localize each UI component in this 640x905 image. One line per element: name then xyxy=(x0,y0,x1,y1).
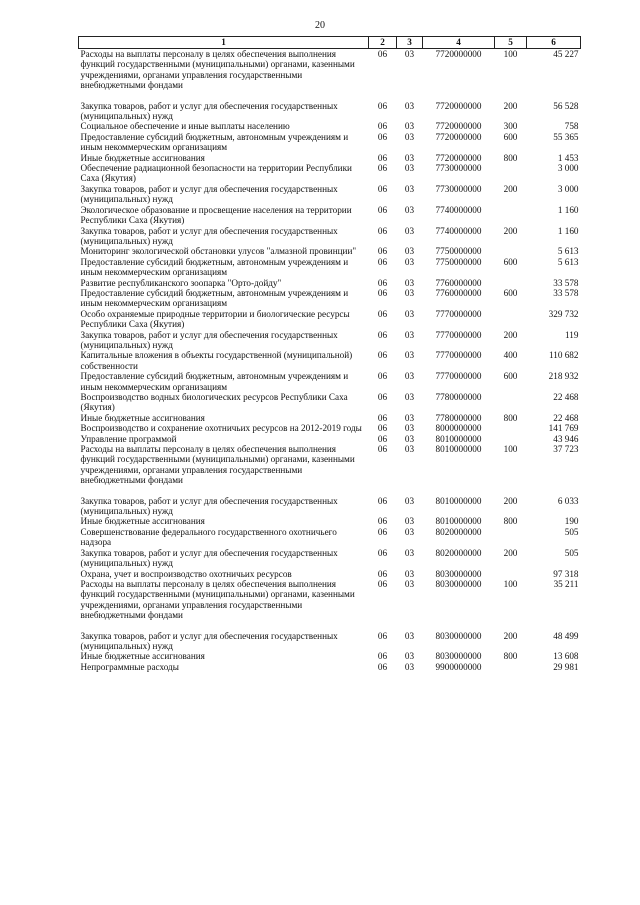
table-row xyxy=(79,423,581,433)
row-section: 06 xyxy=(377,100,388,111)
row-amount: 505 xyxy=(564,526,579,537)
row-amount: 56 528 xyxy=(553,100,579,111)
row-section: 06 xyxy=(377,49,388,59)
table-row xyxy=(79,662,581,672)
row-name: Предоставление субсидий бюджетным, автономным учреждениям и иным некоммерческим организациям xyxy=(80,256,349,278)
table-row xyxy=(79,527,581,548)
row-target-article: 7770000000 xyxy=(435,308,482,319)
row-target-article: 8030000000 xyxy=(435,651,482,662)
spacer-cell xyxy=(79,621,581,631)
row-subsection: 03 xyxy=(404,412,415,423)
row-name: Иные бюджетные ассигнования xyxy=(80,516,205,527)
row-name: Обеспечение радиационной безопасности на территории Республики Саха (Якутия) xyxy=(80,163,352,184)
row-section: 06 xyxy=(377,423,388,434)
row-subsection: 03 xyxy=(404,423,415,434)
row-subsection: 03 xyxy=(404,651,415,662)
table-row xyxy=(79,516,581,526)
table-row xyxy=(79,548,581,569)
row-name: Развитие республиканского зоопарка "Орто-дойду" xyxy=(80,277,282,288)
row-expense-type: 800 xyxy=(503,152,518,163)
row-subsection: 03 xyxy=(404,547,415,558)
row-amount: 190 xyxy=(564,516,579,527)
row-target-article: 8030000000 xyxy=(435,578,482,589)
table-row xyxy=(79,371,581,392)
table-row xyxy=(79,392,581,413)
row-subsection: 03 xyxy=(404,444,415,455)
row-name: Иные бюджетные ассигнования xyxy=(80,412,205,423)
row-target-article: 7720000000 xyxy=(435,152,482,163)
row-target-article: 7740000000 xyxy=(435,225,482,236)
row-section: 06 xyxy=(377,277,388,288)
row-expense-type: 200 xyxy=(503,225,518,236)
row-section: 06 xyxy=(377,661,388,672)
row-name: Предоставление субсидий бюджетным, автономным учреждениям и иным некоммерческим организациям xyxy=(80,371,349,392)
row-subsection: 03 xyxy=(404,371,415,382)
row-subsection: 03 xyxy=(404,433,415,444)
row-section: 06 xyxy=(377,412,388,423)
row-amount: 97 318 xyxy=(553,568,579,579)
row-section: 06 xyxy=(377,350,388,361)
row-expense-type xyxy=(495,205,527,226)
row-target-article: 8010000000 xyxy=(435,444,482,455)
row-subsection: 03 xyxy=(404,121,415,132)
row-name: Расходы на выплаты персоналу в целях обеспечения выполнения функций государственными (муниципальными) органами, казенными учреждениями, органами управления государственными внебюджетными фондами xyxy=(80,49,355,91)
row-expense-type: 200 xyxy=(503,495,518,506)
table-row xyxy=(79,413,581,423)
row-name: Воспроизводство водных биологических ресурсов Республики Саха (Якутия) xyxy=(80,392,348,413)
row-section: 06 xyxy=(377,444,388,455)
table-row xyxy=(79,101,581,122)
row-subsection: 03 xyxy=(404,308,415,319)
row-target-article: 7760000000 xyxy=(435,277,482,288)
row-subsection: 03 xyxy=(404,131,415,142)
row-expense-type: 200 xyxy=(503,100,518,111)
column-header: 3 xyxy=(397,37,423,49)
row-section: 06 xyxy=(377,392,388,402)
row-subsection: 03 xyxy=(404,163,415,174)
row-name: Воспроизводство и сохранение охотничьих ресурсов на 2012-2019 годы xyxy=(80,423,362,434)
row-name: Закупка товаров, работ и услуг для обеспечения государственных (муниципальных) нужд xyxy=(80,630,338,651)
row-expense-type: 600 xyxy=(503,287,518,298)
row-target-article: 7720000000 xyxy=(435,49,482,59)
row-target-article: 8010000000 xyxy=(435,495,482,506)
row-name: Экологическое образование и просвещение населения на территории Республики Саха (Якутия) xyxy=(80,204,352,226)
row-target-article: 7750000000 xyxy=(435,256,482,267)
table-row xyxy=(79,444,581,486)
row-expense-type xyxy=(495,309,527,330)
row-amount: 13 608 xyxy=(553,651,579,662)
row-amount: 48 499 xyxy=(553,630,579,641)
row-target-article: 7730000000 xyxy=(435,183,482,194)
row-subsection: 03 xyxy=(404,246,415,257)
row-target-article: 8010000000 xyxy=(435,516,482,527)
row-name: Расходы на выплаты персоналу в целях обеспечения выполнения функций государственными (муниципальными) органами, казенными учреждениями, органами управления государственными внебюджетными фондами xyxy=(80,444,355,486)
row-section: 06 xyxy=(377,630,388,641)
row-target-article: 7740000000 xyxy=(435,204,482,215)
row-subsection: 03 xyxy=(404,568,415,579)
spacer-cell xyxy=(79,91,581,101)
row-expense-type xyxy=(495,434,527,444)
row-name: Закупка товаров, работ и услуг для обеспечения государственных (муниципальных) нужд xyxy=(80,225,338,246)
row-amount: 141 769 xyxy=(548,423,579,434)
row-amount: 22 468 xyxy=(553,392,579,402)
row-spacer xyxy=(79,621,581,631)
table-row xyxy=(79,153,581,163)
row-amount: 45 227 xyxy=(553,49,579,59)
row-amount: 29 981 xyxy=(553,661,579,672)
table-row xyxy=(79,246,581,256)
row-section: 06 xyxy=(377,516,388,527)
table-row xyxy=(79,330,581,351)
row-amount: 37 723 xyxy=(553,444,579,455)
row-expense-type xyxy=(495,278,527,288)
row-target-article: 7720000000 xyxy=(435,131,482,142)
row-target-article: 7720000000 xyxy=(435,121,482,132)
row-amount: 3 000 xyxy=(557,183,579,194)
table-row xyxy=(79,257,581,278)
row-name: Предоставление субсидий бюджетным, автономным учреждениям и иным некоммерческим организациям xyxy=(80,131,349,153)
row-target-article: 8030000000 xyxy=(435,630,482,641)
row-section: 06 xyxy=(377,246,388,257)
column-header: 5 xyxy=(495,37,527,49)
table-row xyxy=(79,226,581,247)
row-section: 06 xyxy=(377,131,388,142)
row-amount: 5 613 xyxy=(557,256,579,267)
row-amount: 119 xyxy=(565,329,579,340)
row-expense-type xyxy=(495,246,527,256)
row-expense-type: 800 xyxy=(503,412,518,423)
spacer-cell xyxy=(79,486,581,496)
row-expense-type xyxy=(495,392,527,413)
row-section: 06 xyxy=(377,121,388,132)
row-name: Управление программой xyxy=(80,433,177,444)
table-row xyxy=(79,309,581,330)
row-section: 06 xyxy=(377,495,388,506)
row-section: 06 xyxy=(377,225,388,236)
row-amount: 55 365 xyxy=(553,131,579,142)
row-expense-type: 100 xyxy=(503,444,518,455)
row-subsection: 03 xyxy=(404,329,415,340)
row-section: 06 xyxy=(377,163,388,174)
row-target-article: 9900000000 xyxy=(435,661,482,672)
table-row xyxy=(79,434,581,444)
row-expense-type: 200 xyxy=(503,547,518,558)
row-expense-type: 200 xyxy=(503,630,518,641)
row-target-article: 7760000000 xyxy=(435,287,482,298)
row-target-article: 8020000000 xyxy=(435,547,482,558)
row-name: Предоставление субсидий бюджетным, автономным учреждениям и иным некоммерческим организациям xyxy=(80,287,349,309)
row-section: 06 xyxy=(377,183,388,194)
row-name: Закупка товаров, работ и услуг для обеспечения государственных (муниципальных) нужд xyxy=(80,547,338,569)
table-row xyxy=(79,184,581,205)
row-subsection: 03 xyxy=(404,392,415,402)
row-amount: 110 682 xyxy=(548,350,579,361)
row-subsection: 03 xyxy=(404,277,415,288)
column-header: 2 xyxy=(369,37,397,49)
row-expense-type: 600 xyxy=(503,371,518,382)
row-amount: 3 000 xyxy=(557,163,579,174)
page-number: 20 xyxy=(315,20,325,31)
row-section: 06 xyxy=(377,204,388,215)
table-body xyxy=(79,49,581,673)
table-row xyxy=(79,49,581,91)
row-subsection: 03 xyxy=(404,287,415,298)
column-header: 1 xyxy=(79,37,369,49)
row-amount: 43 946 xyxy=(553,433,579,444)
column-header: 6 xyxy=(527,37,581,49)
row-amount: 5 613 xyxy=(557,246,579,257)
row-subsection: 03 xyxy=(404,495,415,506)
row-expense-type: 100 xyxy=(503,49,518,59)
row-amount: 1 160 xyxy=(557,225,579,236)
row-subsection: 03 xyxy=(404,183,415,194)
row-name: Закупка товаров, работ и услуг для обеспечения государственных (муниципальных) нужд xyxy=(80,329,338,350)
row-name: Закупка товаров, работ и услуг для обеспечения государственных (муниципальных) нужд xyxy=(80,100,338,122)
row-name: Мониторинг экологической обстановки улусов "алмазной провинции" xyxy=(80,246,357,257)
row-name: Капитальные вложения в объекты государственной (муниципальной) собственности xyxy=(80,350,353,371)
row-expense-type xyxy=(495,569,527,579)
row-target-article: 7720000000 xyxy=(435,100,482,111)
row-target-article: 8000000000 xyxy=(435,423,482,434)
row-expense-type xyxy=(495,423,527,433)
row-target-article: 7780000000 xyxy=(435,392,482,402)
row-target-article: 8010000000 xyxy=(435,433,482,444)
table-row xyxy=(79,569,581,579)
table-row xyxy=(79,121,581,131)
row-expense-type: 400 xyxy=(503,350,518,361)
row-name: Закупка товаров, работ и услуг для обеспечения государственных (муниципальных) нужд xyxy=(80,495,338,517)
row-target-article: 8030000000 xyxy=(435,568,482,579)
row-section: 06 xyxy=(377,578,388,589)
row-subsection: 03 xyxy=(404,578,415,589)
row-section: 06 xyxy=(377,547,388,558)
table-row xyxy=(79,631,581,652)
row-section: 06 xyxy=(377,152,388,163)
row-target-article: 7770000000 xyxy=(435,329,482,340)
row-amount: 505 xyxy=(564,547,579,558)
row-expense-type xyxy=(495,527,527,548)
row-section: 06 xyxy=(377,329,388,340)
row-spacer xyxy=(79,486,581,496)
table-row xyxy=(79,496,581,517)
row-section: 06 xyxy=(377,371,388,382)
row-expense-type: 200 xyxy=(503,329,518,340)
row-expense-type: 800 xyxy=(503,651,518,662)
row-expense-type: 600 xyxy=(503,256,518,267)
table-row xyxy=(79,579,581,621)
row-subsection: 03 xyxy=(404,350,415,361)
row-section: 06 xyxy=(377,651,388,662)
row-expense-type: 200 xyxy=(503,183,518,194)
table-row xyxy=(79,132,581,153)
row-amount: 33 578 xyxy=(553,277,579,288)
row-name: Закупка товаров, работ и услуг для обеспечения государственных (муниципальных) нужд xyxy=(80,183,338,205)
row-subsection: 03 xyxy=(404,152,415,163)
row-amount: 1 160 xyxy=(557,204,579,215)
row-section: 06 xyxy=(377,256,388,267)
row-name: Непрограммные расходы xyxy=(80,661,179,672)
row-amount: 329 732 xyxy=(548,308,579,319)
row-expense-type: 300 xyxy=(503,121,518,132)
row-expense-type: 100 xyxy=(503,578,518,589)
row-name: Охрана, учет и воспроизводство охотничьих ресурсов xyxy=(80,568,292,579)
row-subsection: 03 xyxy=(404,661,415,672)
table-row xyxy=(79,163,581,184)
table-header-row xyxy=(79,37,581,49)
row-target-article: 7730000000 xyxy=(435,163,482,174)
row-section: 06 xyxy=(377,526,388,537)
row-name: Особо охраняемые природные территории и биологические ресурсы Республики Саха (Якутия) xyxy=(80,308,350,330)
budget-table xyxy=(78,36,581,672)
row-name: Иные бюджетные ассигнования xyxy=(80,651,205,662)
row-expense-type: 800 xyxy=(503,516,518,527)
row-name: Иные бюджетные ассигнования xyxy=(80,152,205,163)
row-subsection: 03 xyxy=(404,225,415,236)
row-amount: 758 xyxy=(564,121,579,132)
row-amount: 6 033 xyxy=(557,495,579,506)
row-subsection: 03 xyxy=(404,516,415,527)
row-spacer xyxy=(79,91,581,101)
row-target-article: 7750000000 xyxy=(435,246,482,257)
row-expense-type: 600 xyxy=(503,131,518,142)
row-subsection: 03 xyxy=(404,49,415,59)
row-name: Расходы на выплаты персоналу в целях обеспечения выполнения функций государственными (муниципальными) органами, казенными учреждениями, органами управления государственными внебюджетными фондами xyxy=(80,578,355,621)
row-amount: 33 578 xyxy=(553,287,579,298)
row-subsection: 03 xyxy=(404,100,415,111)
row-section: 06 xyxy=(377,568,388,579)
table-row xyxy=(79,288,581,309)
row-name: Социальное обеспечение и иные выплаты населению xyxy=(80,121,290,132)
row-section: 06 xyxy=(377,433,388,444)
row-section: 06 xyxy=(377,287,388,298)
row-subsection: 03 xyxy=(404,256,415,267)
row-amount: 1 453 xyxy=(557,152,579,163)
table-row xyxy=(79,651,581,661)
column-header: 4 xyxy=(423,37,495,49)
row-expense-type xyxy=(495,163,527,184)
table-row xyxy=(79,205,581,226)
row-name: Совершенствование федерального государственного охотничьего надзора xyxy=(80,526,337,548)
row-amount: 22 468 xyxy=(553,412,579,423)
row-subsection: 03 xyxy=(404,204,415,215)
row-amount: 218 932 xyxy=(548,371,579,382)
row-target-article: 7770000000 xyxy=(435,371,482,382)
row-subsection: 03 xyxy=(404,526,415,537)
table-row xyxy=(79,278,581,288)
table-row xyxy=(79,350,581,371)
row-subsection: 03 xyxy=(404,630,415,641)
row-section: 06 xyxy=(377,308,388,319)
row-target-article: 8020000000 xyxy=(435,526,482,537)
row-expense-type xyxy=(495,662,527,672)
row-amount: 35 211 xyxy=(553,578,579,589)
row-target-article: 7770000000 xyxy=(435,350,482,361)
row-target-article: 7780000000 xyxy=(435,412,482,423)
